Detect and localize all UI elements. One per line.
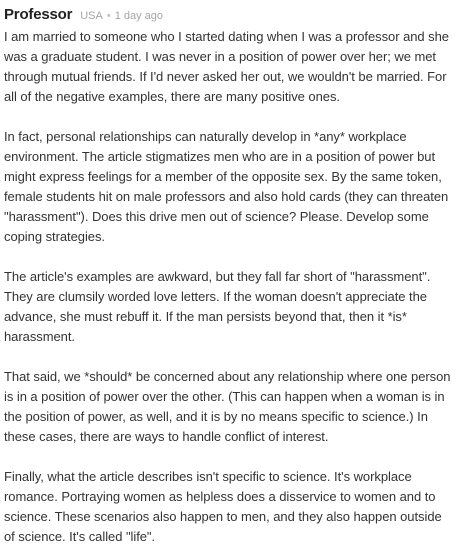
comment-paragraph-1: I am married to someone who I started dating when I was a professor and she was a graduate student. I was never in a position of power over her; we met through mutual friends. If I'd never asked her out, we wouldn't be married. For all of the negative examples, there are many positive ones. <box>4 29 449 104</box>
comment-paragraph-2: In fact, personal relationships can naturally develop in *any* workplace environment. The article stigmatizes men who are in a position of power but might express feelings for a member of the opposite sex. By the same token, female students hit on male professors and also hold cards (they can threaten "harassment"). Does this drive men out of science? Please. Develop some coping strategies. <box>4 129 449 244</box>
comment-header <box>4 6 452 26</box>
comment-paragraph-4: That said, we *should* be concerned about any relationship where one person is in a position of power over the other. (This can happen when a woman is in the position of power, as well, and it is by no means specific to science.) In these cases, there are ways to handle conflict of interest. <box>4 369 451 444</box>
comment-timestamp[interactable]: 1 day ago <box>114 10 164 22</box>
comment-author[interactable]: Professor <box>4 6 73 23</box>
meta-separator: • <box>106 10 111 22</box>
comment-location: USA <box>80 10 103 22</box>
comment-paragraph-5: Finally, what the article describes isn't specific to science. It's workplace romance. Portraying women as helpless does a disservice to women and to science. These scenarios also happen to men, and they also happen outside of science. It's called "life". <box>4 469 442 544</box>
comment-body <box>4 27 452 547</box>
comment-paragraph-3: The article's examples are awkward, but they fall far short of "harassment". They are clumsily worded love letters. If the woman doesn't appreciate the advance, she must rebuff it. If the man persists beyond that, then it *is* harassment. <box>4 269 431 344</box>
